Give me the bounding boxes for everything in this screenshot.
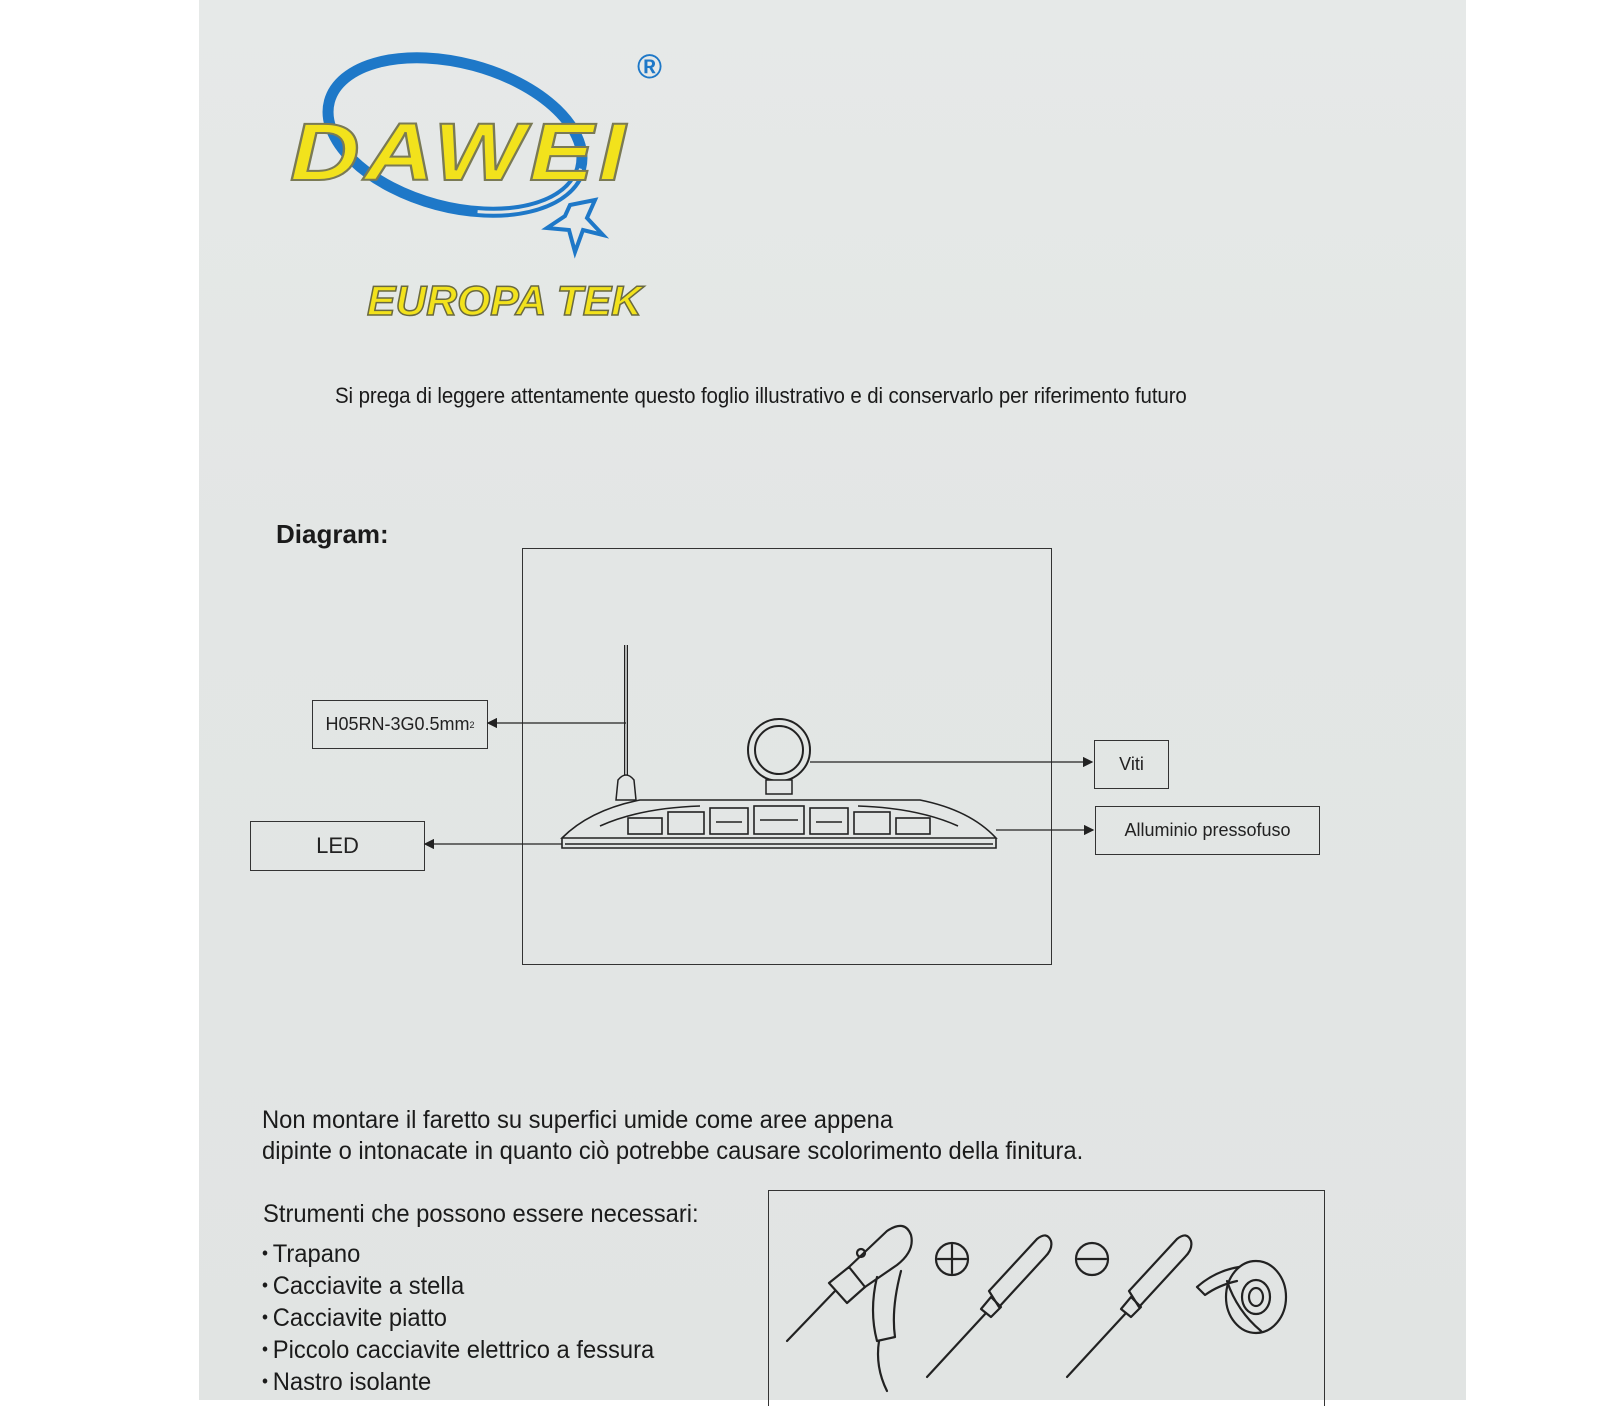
label-led: LED bbox=[250, 821, 425, 871]
mounting-warning bbox=[262, 1105, 1083, 1167]
phillips-screwdriver-icon bbox=[927, 1235, 1051, 1377]
lamp-body-drawing bbox=[562, 800, 996, 848]
label-body: Alluminio pressofuso bbox=[1095, 806, 1320, 855]
list-item: • Cacciavite a stella bbox=[262, 1270, 654, 1302]
list-item: • Piccolo cacciavite elettrico a fessura bbox=[262, 1334, 654, 1366]
diagram-title: Diagram: bbox=[276, 519, 389, 549]
label-screws: Viti bbox=[1094, 740, 1169, 789]
tools-illustration-frame bbox=[768, 1190, 1325, 1406]
registered-mark: ® bbox=[637, 48, 663, 86]
warning-line-2: dipinte o intonacate in quanto ciò potrebbe causare scolorimento della finitura. bbox=[262, 1137, 1084, 1165]
label-cable-superscript: 2 bbox=[469, 719, 475, 730]
label-cable-text: H05RN-3G0.5mm bbox=[325, 714, 470, 734]
flat-screwdriver-icon bbox=[1067, 1235, 1191, 1377]
warning-line-1: Non montare il faretto su superfici umide come aree appena bbox=[262, 1106, 894, 1134]
logo-wordmark: DAWEI bbox=[290, 107, 630, 198]
insulating-tape-icon bbox=[1197, 1261, 1286, 1333]
list-item: • Nastro isolante bbox=[262, 1366, 654, 1398]
intro-text: Si prega di leggere attentamente questo foglio illustrativo e di conservarlo per riferimento futuro bbox=[335, 383, 1187, 408]
sub-brand: EUROPA TEK bbox=[367, 277, 645, 324]
tools-heading: Strumenti che possono essere necessari: bbox=[263, 1200, 699, 1228]
drill-icon bbox=[787, 1226, 912, 1391]
list-item: • Trapano bbox=[262, 1238, 654, 1270]
tools-list bbox=[262, 1238, 654, 1398]
list-item: • Cacciavite piatto bbox=[262, 1302, 654, 1334]
eye-bolt-drawing bbox=[748, 719, 810, 794]
